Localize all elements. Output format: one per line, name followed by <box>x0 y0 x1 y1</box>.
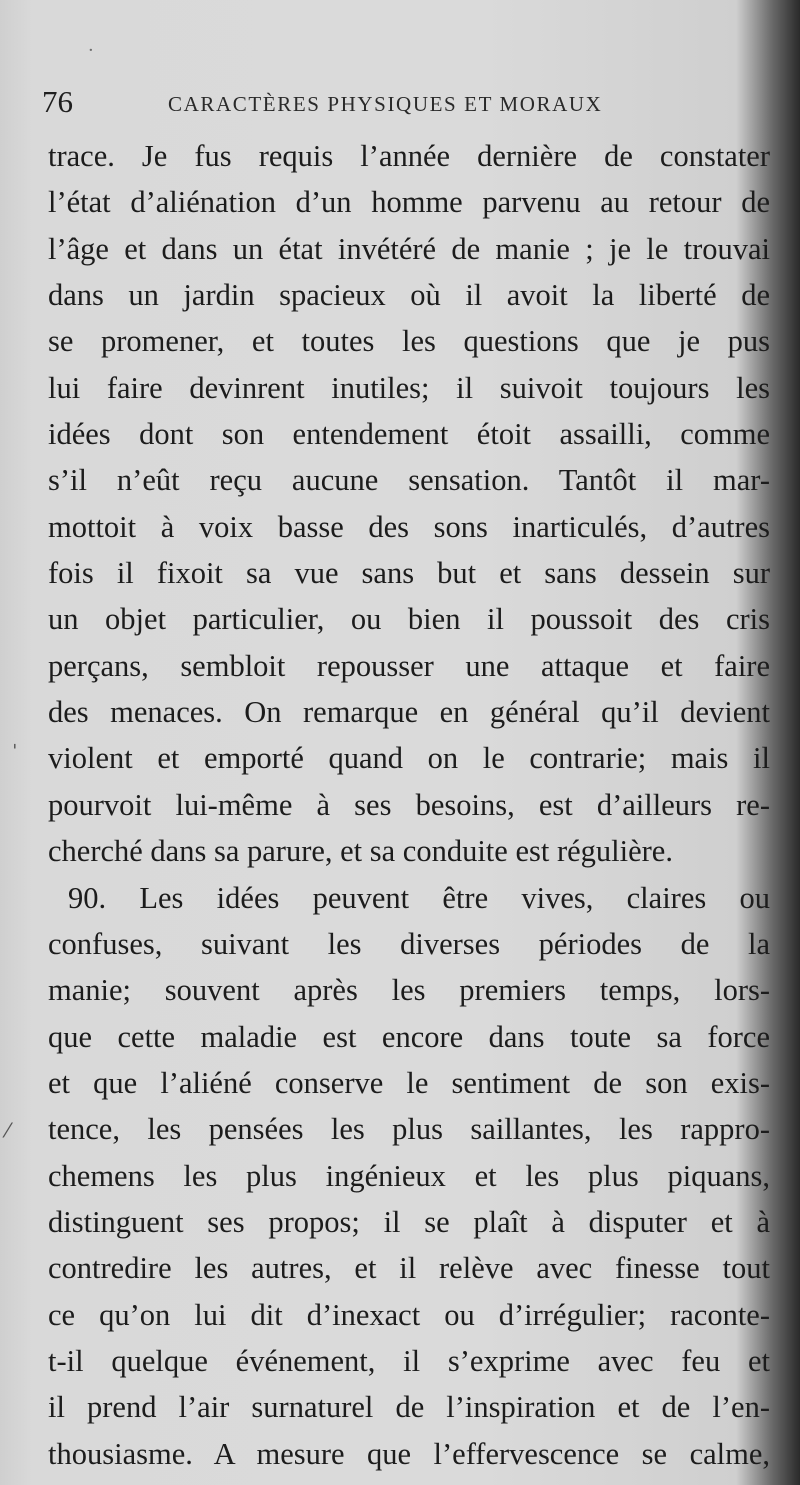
text-line: lui faire devinrent inutiles; il suivoit toujours les <box>48 370 770 405</box>
text-line: l’état d’aliénation d’un homme parvenu au retour de <box>48 185 770 220</box>
text-line: thousiasme. A mesure que l’effervescence se calme, <box>48 1436 770 1471</box>
text-line: et que l’aliéné conserve le sentiment de son exis- <box>48 1065 770 1100</box>
text-line: pourvoit lui-même à ses besoins, est d’ailleurs re- <box>48 787 770 822</box>
margin-tick-mark: ˈ <box>12 740 18 764</box>
text-line: perçans, sembloit repousser une attaque et faire <box>48 648 770 683</box>
text-line: manie; souvent après les premiers temps, lors- <box>48 973 770 1008</box>
text-line: s’il n’eût reçu aucune sensation. Tantôt il mar- <box>48 463 770 498</box>
margin-pencil-mark: ⁄ <box>6 1118 10 1142</box>
text-line: dans un jardin spacieux où il avoit la liberté de <box>48 278 770 313</box>
text-line: tence, les pensées les plus saillantes, les rappro- <box>48 1112 770 1147</box>
text-line: violent et emporté quand on le contrarie; mais il <box>48 741 770 776</box>
text-line: fois il fixoit sa vue sans but et sans dessein sur <box>48 556 770 591</box>
text-line: des menaces. On remarque en général qu’il devient <box>48 695 770 730</box>
text-line: mottoit à voix basse des sons inarticulés, d’autres <box>48 509 770 544</box>
text-line: ce qu’on lui dit d’inexact ou d’irrégulier; raconte- <box>48 1297 770 1332</box>
paragraph-start-line: 90. Les idées peuvent être vives, claires ou <box>68 880 770 915</box>
text-line: contredire les autres, et il relève avec finesse tout <box>48 1251 770 1286</box>
text-line: idées dont son entendement étoit assailli, comme <box>48 417 770 452</box>
text-line: un objet particulier, ou bien il poussoit des cris <box>48 602 770 637</box>
text-line: que cette maladie est encore dans toute sa force <box>48 1019 770 1054</box>
text-line: t-il quelque événement, il s’exprime avec feu et <box>48 1343 770 1378</box>
text-line: confuses, suivant les diverses périodes de la <box>48 926 770 961</box>
running-title: CARACTÈRES PHYSIQUES ET MORAUX <box>168 92 603 116</box>
text-line: il prend l’air surnaturel de l’inspiration et de l’en- <box>48 1390 770 1425</box>
paper-speck: · <box>88 40 94 61</box>
page-number: 76 <box>42 84 73 119</box>
text-line: se promener, et toutes les questions que je pus <box>48 324 770 359</box>
text-line: distinguent ses propos; il se plaît à disputer et à <box>48 1204 770 1239</box>
body-text <box>48 133 770 1477</box>
text-line: cherché dans sa parure, et sa conduite est régulière. <box>48 834 673 869</box>
text-line: l’âge et dans un état invétéré de manie ; je le trouvai <box>48 231 770 266</box>
text-line: chemens les plus ingénieux et les plus piquans, <box>48 1158 770 1193</box>
text-line: trace. Je fus requis l’année dernière de constater <box>48 139 770 173</box>
